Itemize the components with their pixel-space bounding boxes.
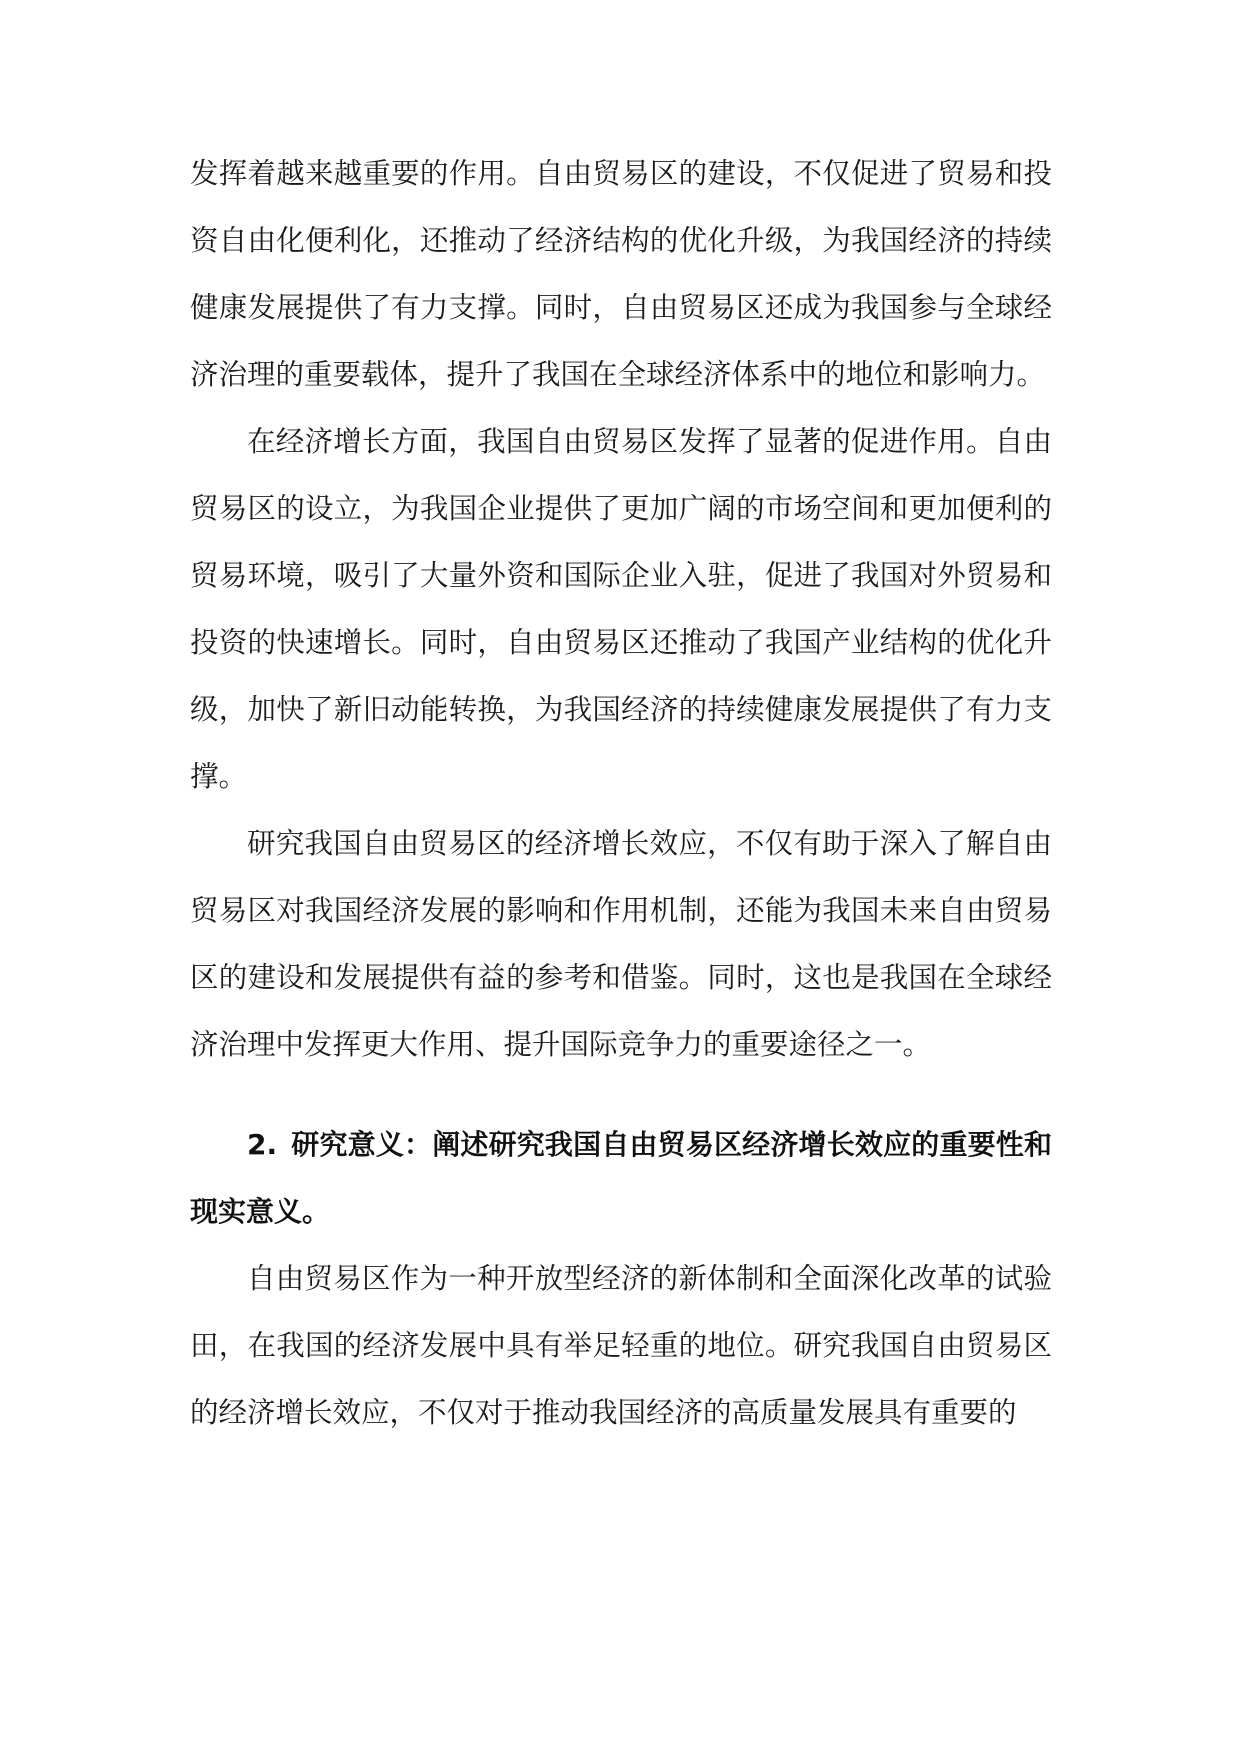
paragraph-2: 在经济增长方面，我国自由贸易区发挥了显著的促进作用。自由贸易区的设立，为我国企业提供了更加广阔的市场空间和更加便利的贸易环境，吸引了大量外资和国际企业入驻，促进了我国对外贸易和投资的快速增长。同时，自由贸易区还推动了我国产业结构的优化升级，加快了新旧动能转换，为我国经济的持续健康发展提供了有力支撑。 [190,425,1052,793]
section-number: 2. [247,1128,278,1161]
section-heading [190,1111,1052,1245]
paragraph-1: 发挥着越来越重要的作用。自由贸易区的建设，不仅促进了贸易和投资自由化便利化，还推动了经济结构的优化升级，为我国经济的持续健康发展提供了有力支撑。同时，自由贸易区还成为我国参与全球经济治理的重要载体，提升了我国在全球经济体系中的地位和影响力。 [190,157,1052,391]
paragraph-3: 研究我国自由贸易区的经济增长效应，不仅有助于深入了解自由贸易区对我国经济发展的影响和作用机制，还能为我国未来自由贸易区的建设和发展提供有益的参考和借鉴。同时，这也是我国在全球经济治理中发挥更大作用、提升国际竞争力的重要途径之一。 [190,827,1052,1061]
document-body [190,140,1052,1446]
paragraph-4: 自由贸易区作为一种开放型经济的新体制和全面深化改革的试验田，在我国的经济发展中具有举足轻重的地位。研究我国自由贸易区的经济增长效应，不仅对于推动我国经济的高质量发展具有重要的 [190,1262,1052,1429]
section-title: 研究意义：阐述研究我国自由贸易区经济增长效应的重要性和现实意义。 [190,1128,1052,1228]
